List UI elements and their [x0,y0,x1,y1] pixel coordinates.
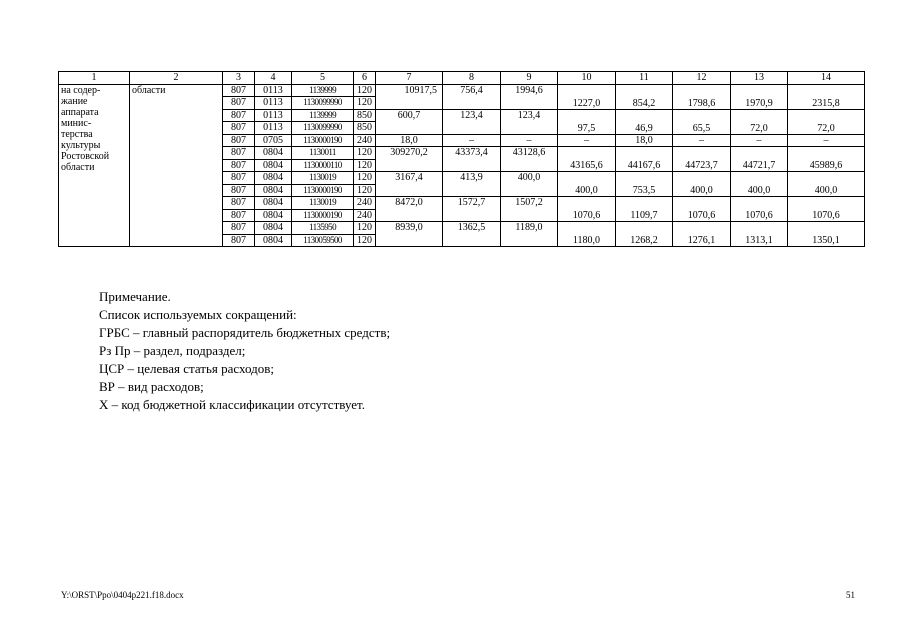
grbs-code-cell: 807 [223,134,255,147]
recipient-line: на содер- [61,84,101,96]
value-cell: 400,0 [731,172,788,197]
value-cell: 1362,5 [443,222,501,247]
csr-cell: 1130000190 [292,184,354,197]
rz-pr-cell: 0804 [255,209,292,222]
vr-cell: 120 [354,222,376,235]
value-cell: 1970,9 [731,84,788,109]
recipient-line: минис- [61,117,92,129]
value-cell: 400,0 [501,172,558,197]
value-cell: 43128,6 [501,147,558,172]
value-cell: 46,9 [616,109,673,134]
note-line: ЦСР – целевая статья расходов; [99,361,274,376]
table-header-row [59,72,865,85]
grbs-code-cell: 807 [223,122,255,135]
grbs-code-cell: 807 [223,147,255,160]
csr-cell: 1130011 [292,147,354,160]
note-line: Рз Пр – раздел, подраздел; [99,343,246,358]
value-cell: 753,5 [616,172,673,197]
value-cell: 72,0 [731,109,788,134]
header-cell: 8 [443,72,501,85]
vr-cell: 240 [354,134,376,147]
value-cell: 2315,8 [788,84,865,109]
header-cell: 10 [558,72,616,85]
value-cell: 123,4 [501,109,558,134]
header-cell: 9 [501,72,558,85]
grbs-code-cell: 807 [223,209,255,222]
value-cell: 1268,2 [616,222,673,247]
footer-file-path: Y:\ORST\Ppo\0404p221.f18.docx [61,590,184,600]
rz-pr-cell: 0804 [255,147,292,160]
csr-cell: 1130059500 [292,234,354,247]
value-cell: 1276,1 [673,222,731,247]
recipient-line: аппарата [61,106,99,118]
value-cell: 1070,6 [731,197,788,222]
grbs-code-cell: 807 [223,197,255,210]
value-cell: 413,9 [443,172,501,197]
vr-cell: 120 [354,147,376,160]
value-cell: 1994,6 [501,84,558,109]
value-cell: 400,0 [558,172,616,197]
grbs-cell: области [130,84,223,247]
value-cell: 1227,0 [558,84,616,109]
csr-cell: 1139999 [292,84,354,97]
rz-pr-cell: 0804 [255,197,292,210]
value-cell: 756,4 [443,84,501,109]
rz-pr-cell: 0804 [255,159,292,172]
value-cell: 1070,6 [788,197,865,222]
rz-pr-cell: 0113 [255,84,292,97]
note-heading: Примечание. [99,289,171,304]
header-cell: 12 [673,72,731,85]
recipient-line: области [61,161,95,173]
vr-cell: 240 [354,209,376,222]
note-line: ГРБС – главный распорядитель бюджетных средств; [99,325,391,340]
value-cell: 1070,6 [558,197,616,222]
value-cell: 44167,6 [616,147,673,172]
value-cell: – [673,134,731,147]
csr-cell: 1130019 [292,197,354,210]
vr-cell: 120 [354,172,376,185]
value-cell: 854,2 [616,84,673,109]
csr-cell: 1135950 [292,222,354,235]
grbs-code-cell: 807 [223,184,255,197]
value-cell: 1109,7 [616,197,673,222]
grbs-code-cell: 807 [223,222,255,235]
header-cell: 14 [788,72,865,85]
value-cell: 65,5 [673,109,731,134]
vr-cell: 120 [354,84,376,97]
csr-cell: 1139999 [292,109,354,122]
value-cell: 44723,7 [673,147,731,172]
header-cell: 11 [616,72,673,85]
value-cell: 309270,2 [376,147,443,172]
value-cell: 10917,5 [376,84,443,109]
vr-cell: 850 [354,122,376,135]
value-cell: 8939,0 [376,222,443,247]
vr-cell: 240 [354,197,376,210]
grbs-code-cell: 807 [223,234,255,247]
vr-cell: 120 [354,159,376,172]
value-cell: 43373,4 [443,147,501,172]
vr-cell: 120 [354,97,376,110]
value-cell: 1070,6 [673,197,731,222]
table-row [59,84,865,97]
rz-pr-cell: 0804 [255,184,292,197]
note-line: Список используемых сокращений: [99,307,297,322]
value-cell: – [501,134,558,147]
header-cell: 2 [130,72,223,85]
grbs-code-cell: 807 [223,172,255,185]
value-cell: 18,0 [376,134,443,147]
csr-cell: 1130019 [292,172,354,185]
value-cell: 400,0 [673,172,731,197]
rz-pr-cell: 0705 [255,134,292,147]
value-cell: 1189,0 [501,222,558,247]
grbs-code-cell: 807 [223,159,255,172]
vr-cell: 120 [354,184,376,197]
csr-cell: 1130099990 [292,97,354,110]
rz-pr-cell: 0113 [255,109,292,122]
recipient-line: Ростовской [61,150,110,162]
value-cell: 1180,0 [558,222,616,247]
value-cell: 1350,1 [788,222,865,247]
header-cell: 1 [59,72,130,85]
rz-pr-cell: 0804 [255,234,292,247]
value-cell: 600,7 [376,109,443,134]
recipient-line: жание [61,95,88,107]
grbs-code-cell: 807 [223,97,255,110]
value-cell: 1798,6 [673,84,731,109]
rz-pr-cell: 0113 [255,97,292,110]
note-line: ВР – вид расходов; [99,379,204,394]
value-cell: – [443,134,501,147]
csr-cell: 1130099990 [292,122,354,135]
header-cell: 7 [376,72,443,85]
header-cell: 4 [255,72,292,85]
value-cell: – [731,134,788,147]
value-cell: 1507,2 [501,197,558,222]
vr-cell: 120 [354,234,376,247]
grbs-code-cell: 807 [223,109,255,122]
recipient-cell [59,84,130,247]
value-cell: 72,0 [788,109,865,134]
recipient-line: терства [61,128,93,140]
value-cell: 44721,7 [731,147,788,172]
rz-pr-cell: 0804 [255,172,292,185]
value-cell: – [788,134,865,147]
value-cell: – [558,134,616,147]
rz-pr-cell: 0804 [255,222,292,235]
grbs-code-cell: 807 [223,84,255,97]
csr-cell: 1130000110 [292,159,354,172]
rz-pr-cell: 0113 [255,122,292,135]
vr-cell: 850 [354,109,376,122]
value-cell: 8472,0 [376,197,443,222]
value-cell: 45989,6 [788,147,865,172]
csr-cell: 1130000190 [292,209,354,222]
header-cell: 3 [223,72,255,85]
csr-cell: 1130000190 [292,134,354,147]
header-cell: 6 [354,72,376,85]
value-cell: 3167,4 [376,172,443,197]
note-line: Х – код бюджетной классификации отсутствует. [99,397,366,412]
value-cell: 43165,6 [558,147,616,172]
header-cell: 5 [292,72,354,85]
header-cell: 13 [731,72,788,85]
value-cell: 97,5 [558,109,616,134]
recipient-line: культуры [61,139,101,151]
value-cell: 18,0 [616,134,673,147]
value-cell: 123,4 [443,109,501,134]
value-cell: 400,0 [788,172,865,197]
value-cell: 1313,1 [731,222,788,247]
footer-page-number: 51 [846,590,855,600]
budget-table [58,71,865,247]
value-cell: 1572,7 [443,197,501,222]
notes-section [99,288,390,414]
